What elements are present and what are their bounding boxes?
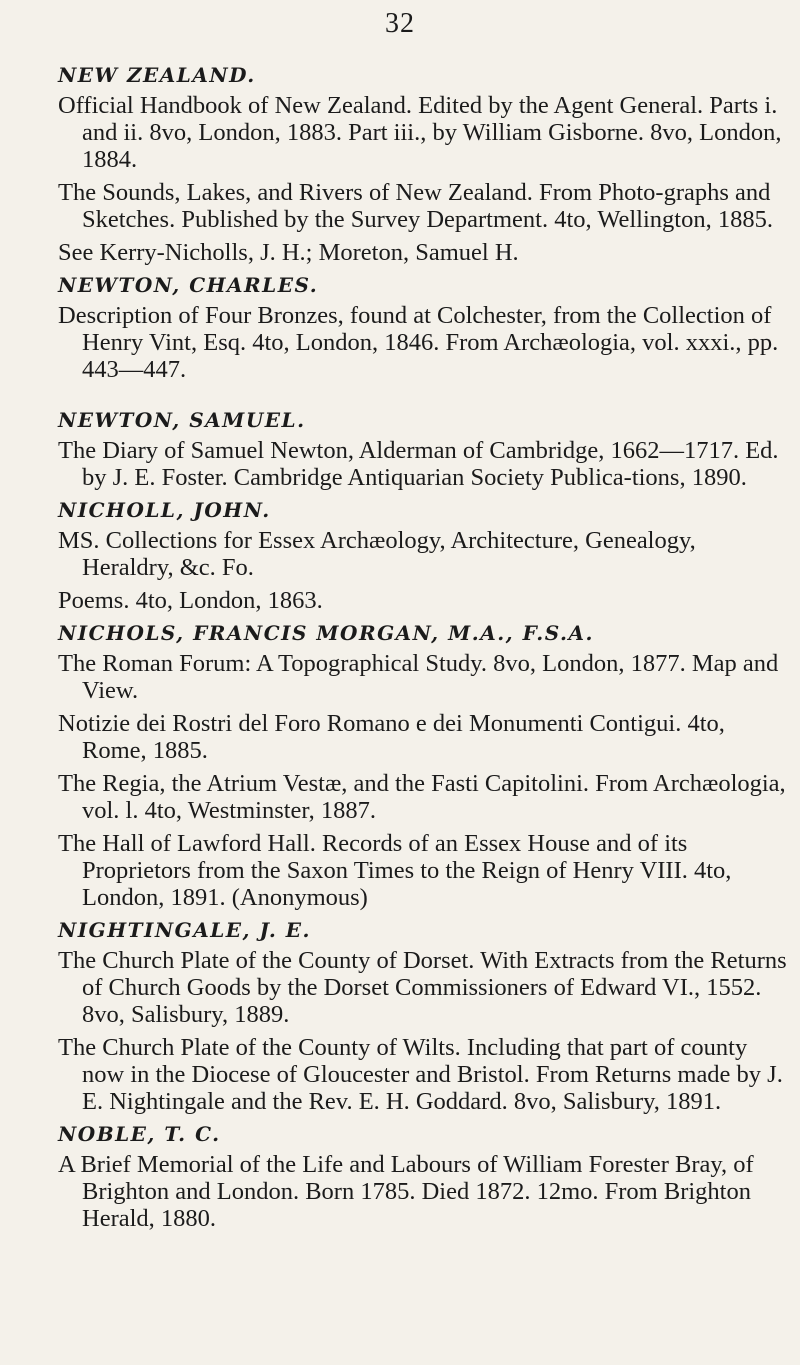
catalogue-item: The Church Plate of the County of Wilts. Including that part of county now in the Diocese of Gloucester and Bristol. From Returns made by J. E. Nightingale and the Rev. E. H. Goddard. 8vo, Salisbury, 1891. — [58, 1034, 783, 1115]
catalogue-item: The Hall of Lawford Hall. Records of an Essex House and of its Proprietors from the Saxon Times to the Reign of Henry VIII. 4to, London, 1891. (Anonymous) — [58, 830, 732, 911]
entry-heading: NICHOLS, FRANCIS MORGAN, M.A., F.S.A. — [58, 621, 594, 645]
entry-heading: NEWTON, SAMUEL. — [58, 408, 306, 432]
page-number: 32 — [385, 8, 415, 39]
entry-newton-charles — [58, 272, 793, 383]
entry-heading: NICHOLL, JOHN. — [58, 498, 271, 522]
entry-newton-samuel — [58, 407, 793, 491]
entry-nichols-francis-morgan — [58, 620, 793, 911]
entry-heading: NOBLE, T. C. — [58, 1122, 221, 1146]
entry-nightingale-j-e — [58, 917, 793, 1115]
catalogue-item: A Brief Memorial of the Life and Labours of William Forester Bray, of Brighton and London. Born 1785. Died 1872. 12mo. From Brighton Herald, 1880. — [58, 1151, 754, 1232]
catalogue-item: The Church Plate of the County of Dorset. With Extracts from the Returns of Church Goods by the Dorset Commissioners of Edward VI., 1552. 8vo, Salisbury, 1889. — [58, 947, 787, 1028]
catalogue-item: MS. Collections for Essex Archæology, Architecture, Genealogy, Heraldry, &c. Fo. — [58, 527, 696, 581]
catalogue-item: Notizie dei Rostri del Foro Romano e dei Monumenti Contigui. 4to, Rome, 1885. — [58, 710, 725, 764]
entry-heading: NIGHTINGALE, J. E. — [58, 918, 312, 942]
entry-nicholl-john — [58, 497, 793, 614]
entry-new-zealand — [58, 62, 793, 266]
cross-reference: See Kerry-Nicholls, J. H.; Moreton, Samuel H. — [58, 239, 519, 266]
catalogue-item: The Regia, the Atrium Vestæ, and the Fasti Capitolini. From Archæologia, vol. l. 4to, Westminster, 1887. — [58, 770, 786, 824]
catalogue-item: Poems. 4to, London, 1863. — [58, 587, 323, 614]
catalogue-item: Description of Four Bronzes, found at Colchester, from the Collection of Henry Vint, Esq. 4to, London, 1846. From Archæologia, vol. xxxi., pp. 443—447. — [58, 302, 779, 383]
spacer — [58, 389, 793, 407]
catalogue-item: The Diary of Samuel Newton, Alderman of Cambridge, 1662—1717. Ed. by J. E. Foster. Cambridge Antiquarian Society Publica-tions, 1890. — [58, 437, 779, 491]
catalogue-page — [58, 62, 793, 1238]
catalogue-item: The Roman Forum: A Topographical Study. 8vo, London, 1877. Map and View. — [58, 650, 779, 704]
entry-heading: NEW ZEALAND. — [58, 63, 256, 87]
entry-heading: NEWTON, CHARLES. — [58, 273, 319, 297]
entry-noble-t-c — [58, 1121, 793, 1232]
catalogue-item: The Sounds, Lakes, and Rivers of New Zealand. From Photo-graphs and Sketches. Published by the Survey Department. 4to, Wellington, 1885. — [58, 179, 773, 233]
catalogue-item: Official Handbook of New Zealand. Edited by the Agent General. Parts i. and ii. 8vo, London, 1883. Part iii., by William Gisborne. 8vo, London, 1884. — [58, 92, 782, 173]
